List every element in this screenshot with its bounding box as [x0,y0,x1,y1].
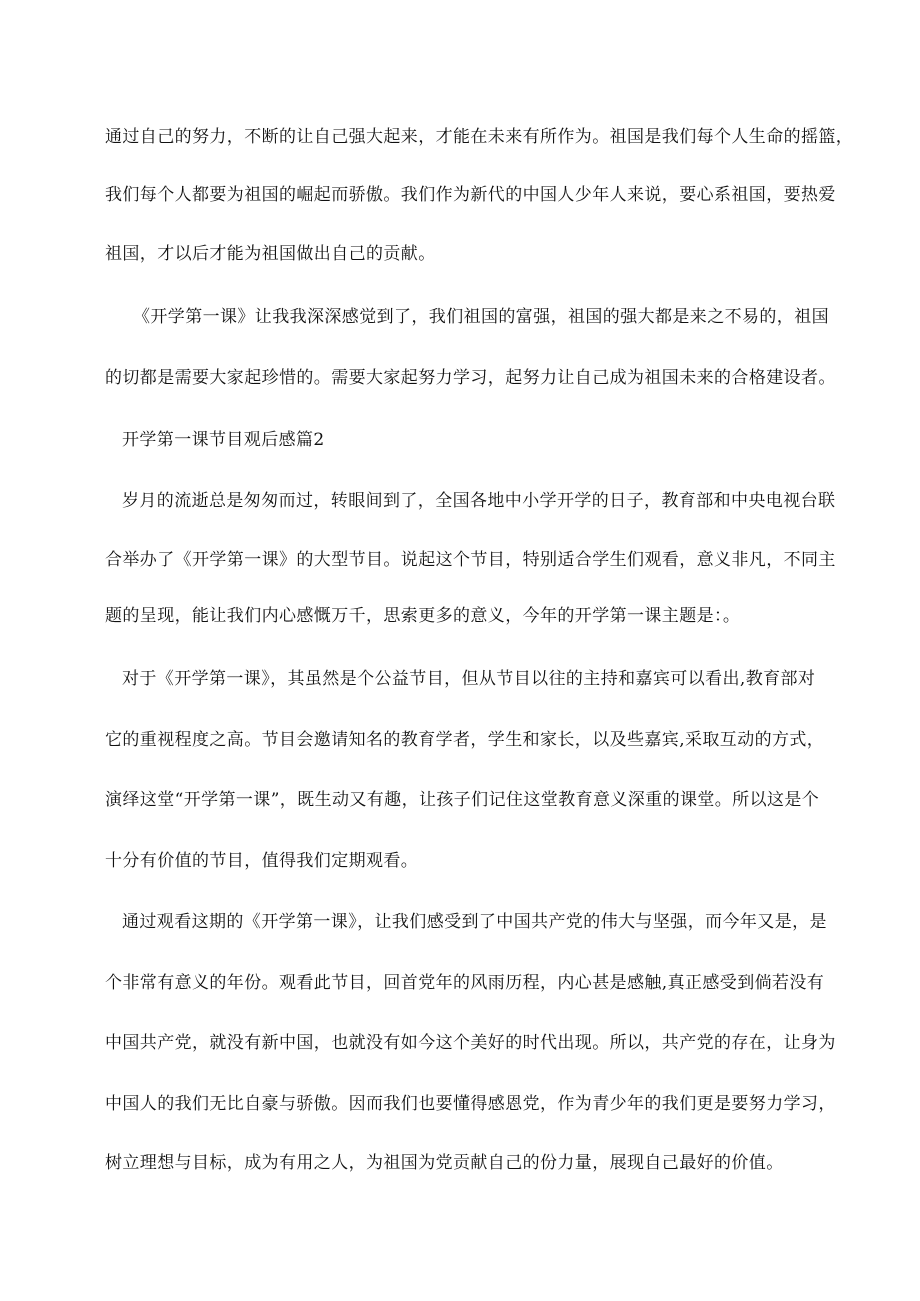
text-line-3: 祖国，才以后才能为祖国做出自己的贡献。 [105,244,436,264]
text-line-4: 《开学第一课》让我我深深感觉到了，我们祖国的富强，祖国的强大都是来之不易的，祖国 [133,307,829,327]
text-line-18: 树立理想与目标，成为有用之人，为祖国为党贡献自己的份力量，展现自己最好的价值。 [105,1153,784,1173]
text-line-11: 它的重视程度之高。节目会邀请知名的教育学者，学生和家长，以及些嘉宾,采取互动的方式， [105,730,825,750]
text-line-12: 演绎这堂“开学第一课”，既生动又有趣，让孩子们记住这堂教育意义深重的课堂。所以这是个 [105,790,820,810]
text-line-2: 我们每个人都要为祖国的崛起而骄傲。我们作为新代的中国人少年人来说，要心系祖国，要热爱 [105,185,836,205]
text-line-17: 中国人的我们无比自豪与骄傲。因而我们也要懂得感恩党，作为青少年的我们更是要努力学习， [105,1094,836,1114]
text-line-1: 通过自己的努力，不断的让自己强大起来，才能在未来有所作为。祖国是我们每个人生命的摇篮， [105,127,854,147]
text-line-16: 中国共产党，就没有新中国，也就没有如今这个美好的时代出现。所以，共产党的存在，让身为 [105,1033,836,1053]
text-line-7: 岁月的流逝总是匆匆而过，转眼间到了，全国各地中小学开学的日子，教育部和中央电视台联 [122,491,836,511]
text-line-10: 对于《开学第一课》，其虽然是个公益节目，但从节目以往的主持和嘉宾可以看出,教育部对 [122,669,816,689]
text-line-13: 十分有价值的节目，值得我们定期观看。 [105,851,419,871]
text-line-9: 题的呈现，能让我们内心感慨万千，思索更多的意义，今年的开学第一课主题是：。 [105,606,741,626]
text-line-14: 通过观看这期的《开学第一课》，让我们感受到了中国共产党的伟大与坚强，而今年又是，是 [122,912,827,932]
text-line-8: 合举办了《开学第一课》的大型节目。说起这个节目，特别适合学生们观看，意义非凡，不同主 [105,550,836,570]
section-heading: 开学第一课节目观后感篇2 [122,430,325,450]
text-line-15: 个非常有意义的年份。观看此节目，回首党年的风雨历程，内心甚是感触,真正感受到倘若没有 [105,973,825,993]
text-line-5: 的切都是需要大家起珍惜的。需要大家起努力学习，起努力让自己成为祖国未来的合格建设者。 [105,368,836,388]
